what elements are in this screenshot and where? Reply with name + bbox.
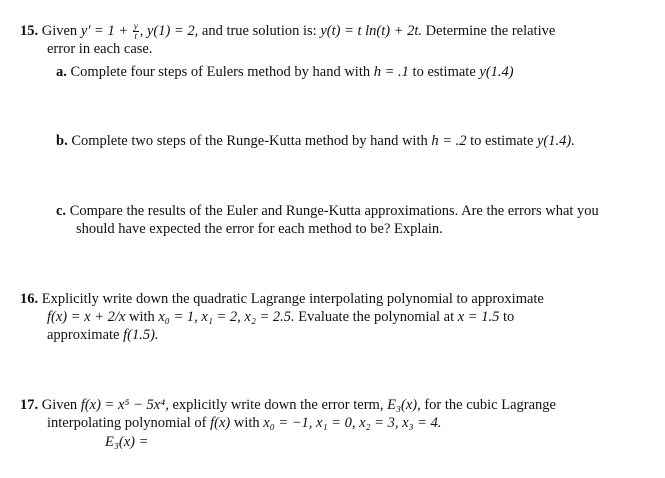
- problem-text: to: [499, 309, 515, 325]
- target-value: f(1.5).: [123, 327, 159, 343]
- problem-16-line-1: [20, 291, 544, 308]
- problem-15-line-1: [20, 22, 555, 41]
- problem-text: Determine the relative: [422, 22, 556, 39]
- fraction: [133, 22, 139, 41]
- problem-16-line-3: [47, 327, 159, 344]
- problem-text: Evaluate the polynomial at: [294, 309, 458, 325]
- fraction-denominator: t: [134, 31, 137, 41]
- part-label: b.: [56, 133, 68, 149]
- problem-15-line-2: error in each case.: [47, 41, 153, 57]
- problem-text: interpolating polynomial of: [47, 415, 211, 431]
- step-size: h = .1: [373, 64, 409, 80]
- problem-text: Given: [41, 397, 81, 413]
- problem-17-line-2: [47, 415, 441, 432]
- function-expression: f(x) = x⁵ − 5x⁴,: [80, 397, 169, 413]
- part-label: a.: [56, 64, 67, 80]
- step-size: h = .2: [431, 133, 467, 149]
- problem-17-line-1: [20, 397, 556, 414]
- problem-number: 16.: [20, 291, 39, 307]
- target-value: y(1.4): [479, 64, 514, 80]
- problem-text: Explicitly write down the quadratic Lagrange interpolating polynomial to approximate: [41, 291, 544, 307]
- target-value: y(1.4).: [537, 133, 575, 149]
- part-text: to estimate: [408, 64, 480, 80]
- problem-16-line-2: [47, 309, 514, 326]
- ode-expression: y′ = 1 +: [80, 22, 132, 39]
- problem-number: 15.: [20, 22, 39, 39]
- error-term: E₃(x),: [387, 397, 421, 413]
- problem-text: explicitly write down the error term,: [168, 397, 388, 413]
- initial-condition: , y(1) = 2,: [139, 22, 199, 39]
- problem-text: with: [230, 415, 264, 431]
- function-name: f(x): [210, 415, 231, 431]
- problem-15-part-a: [56, 64, 514, 81]
- problem-text: Given: [41, 22, 81, 39]
- problem-number: 17.: [20, 397, 39, 413]
- fraction-numerator: y: [133, 21, 138, 31]
- problem-15-part-c-line-1: [56, 203, 599, 220]
- part-text: Compare the results of the Euler and Runge-Kutta approximations. Are the errors what you: [69, 203, 599, 219]
- true-solution: y(t) = t ln(t) + 2t.: [320, 22, 423, 39]
- problem-15-part-b: [56, 133, 575, 150]
- problem-text: with: [125, 309, 159, 325]
- part-text: to estimate: [466, 133, 537, 149]
- problem-text: and true solution is:: [198, 22, 321, 39]
- part-label: c.: [56, 203, 67, 219]
- problem-15-part-c-line-2: should have expected the error for each method to be? Explain.: [76, 221, 443, 237]
- problem-text: approximate: [47, 327, 124, 343]
- function-expression: f(x) = x + 2/x: [47, 309, 126, 325]
- evaluation-point: x = 1.5: [457, 309, 500, 325]
- nodes: x₀ = 1, x₁ = 2, x₂ = 2.5.: [158, 309, 295, 325]
- error-term-answer-line: E₃(x) =: [105, 434, 149, 450]
- part-text: Complete two steps of the Runge-Kutta method by hand with: [71, 133, 432, 149]
- nodes: x₀ = −1, x₁ = 0, x₂ = 3, x₃ = 4.: [263, 415, 442, 431]
- problem-text: for the cubic Lagrange: [420, 397, 556, 413]
- part-text: Complete four steps of Eulers method by hand with: [70, 64, 374, 80]
